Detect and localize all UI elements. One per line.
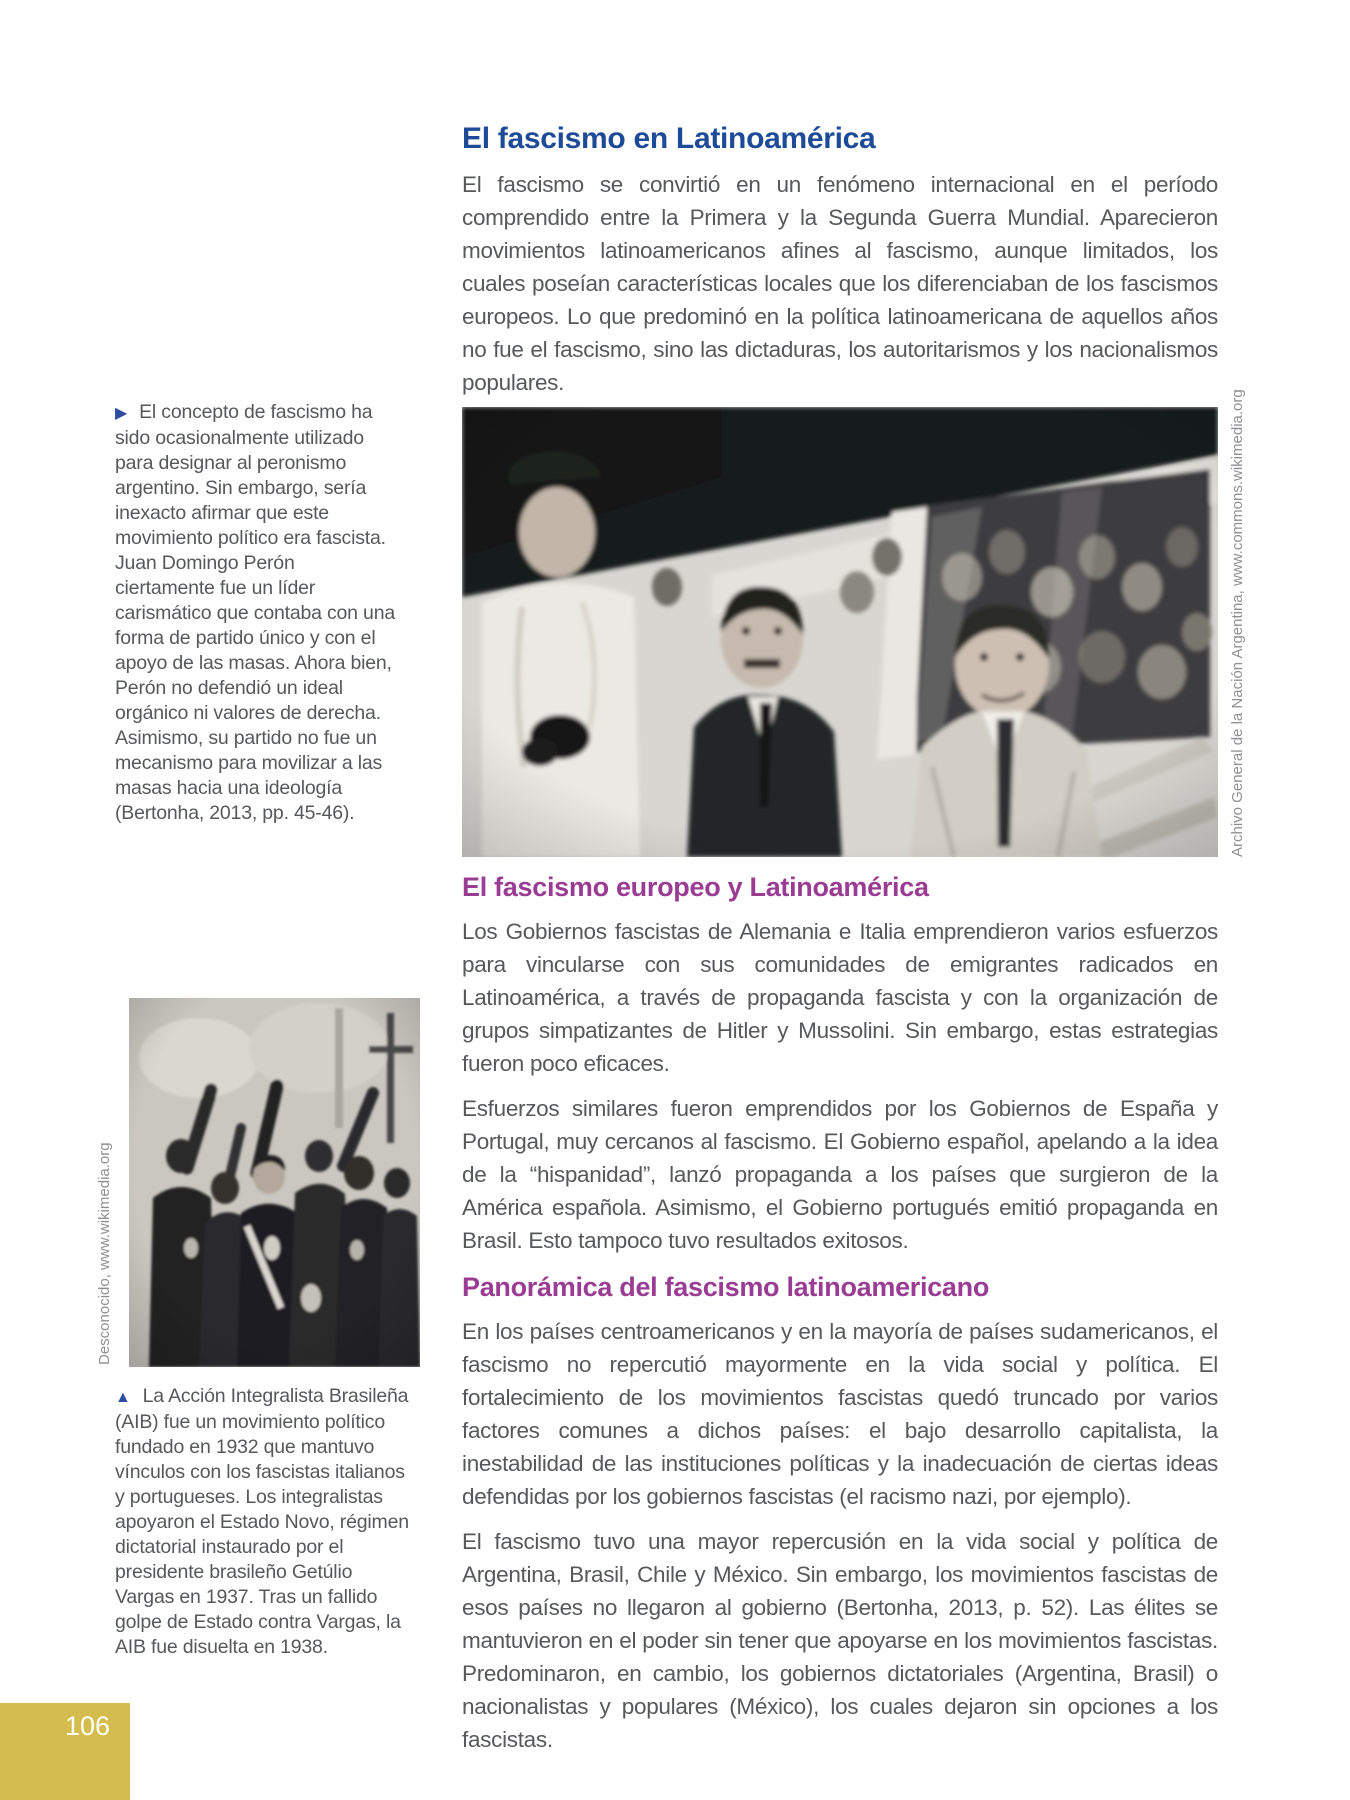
page-number-tab [0,1703,130,1800]
caption-text-peron: El concepto de fascismo ha sido ocasionalmente utilizado para designar al peronismo argentino. Sin embargo, sería inexacto afirmar que este movimiento político era fascista. Juan Domingo Perón ciertamente fue un líder carismático que contaba con una forma de partido único y con el apoyo de las masas. Ahora bien, Perón no defendió un ideal orgánico ni valores de derecha. Asimismo, su partido no fue un mecanismo para movilizar a las masas hacia una ideología (Bertonha, 2013, pp. 45-46). [115,401,395,824]
paragraph-panoramica-2: El fascismo tuvo una mayor repercusión en la vida social y política de Argentina, Brasil, Chile y México. Sin embargo, los movimientos fascistas de esos países no llegaron al gobierno (Bertonha, 2013, p. 52). Las élites se mantuvieron en el poder sin tener que apoyarse en los movimientos fascistas. Predominaron, en cambio, los gobiernos dictatoriales (Argentina, Brasil) o nacionalistas y populares (México), los cuales dejaron sin opciones a los fascistas. [462,1529,1218,1752]
paragraph-panoramica-1: En los países centroamericanos y en la mayoría de países sudamericanos, el fascismo no repercutió mayormente en la vida social y política. El fortalecimiento de los movimientos fascistas quedó truncado por varios factores comunes a dichos países: el bajo desarrollo capitalista, la inestabilidad de las instituciones políticas y la inadecuación de ciertas ideas defendidas por los gobiernos fascistas (el racismo nazi, por ejemplo). [462,1319,1218,1509]
integralistas-photo [129,998,420,1367]
intro-paragraph: El fascismo se convirtió en un fenómeno internacional en el período comprendido entre la Primera y la Segunda Guerra Mundial. Aparecieron movimientos latinoamericanos afines al fascismo, aunque limitados, los cuales poseían características locales que los diferenciaban de los fascismos europeos. Lo que predominó en la política latinoamericana de aquellos años no fue el fascismo, sino las dictaduras, los autoritarismos y los nacionalismos populares. [462,172,1218,395]
figure-peron-bus [462,389,1246,857]
caption-marker-up-arrow-icon: ▲ [115,1389,131,1406]
peron-bus-photo [462,407,1218,857]
page-number: 106 [64,1711,110,1741]
section-heading-europeo: El fascismo europeo y Latinoamérica [462,872,929,902]
section-heading-panoramica: Panorámica del fascismo latinoamericano [462,1272,990,1302]
figure-integralistas [96,998,420,1367]
caption-marker-right-arrow-icon: ▶ [115,405,128,422]
page-title: El fascismo en Latinoamérica [462,122,876,155]
main-text-column [462,0,1246,1756]
figure-caption-peron [115,400,397,826]
photo-credit-peron: Archivo General de la Nación Argentina, www.commons.wikimedia.org [1229,389,1246,857]
paragraph-europeo-2: Esfuerzos similares fueron emprendidos por los Gobiernos de España y Portugal, muy cercanos al fascismo. El Gobierno español, apelando a la idea de la “hispanidad”, lanzó propaganda a los países que surgieron de la América española. Asimismo, el Gobierno portugués emitió propaganda en Brasil. Esto tampoco tuvo resultados exitosos. [462,1096,1218,1253]
paragraph-europeo-1: Los Gobiernos fascistas de Alemania e Italia emprendieron varios esfuerzos para vincularse con sus comunidades de emigrantes radicados en Latinoamérica, a través de propaganda fascista y con la organización de grupos simpatizantes de Hitler y Mussolini. Sin embargo, estas estrategias fueron poco eficaces. [462,919,1218,1076]
figure-caption-integralistas [115,1384,415,1660]
photo-credit-integralistas: Desconocido, www.wikimedia.org [96,1142,113,1365]
caption-text-integralistas: La Acción Integralista Brasileña (AIB) fue un movimiento político fundado en 1932 que mantuvo vínculos con los fascistas italianos y portugueses. Los integralistas apoyaron el Estado Novo, régimen dictatorial instaurado por el presidente brasileño Getúlio Vargas en 1937. Tras un fallido golpe de Estado contra Vargas, la AIB fue disuelta en 1938. [115,1385,409,1658]
